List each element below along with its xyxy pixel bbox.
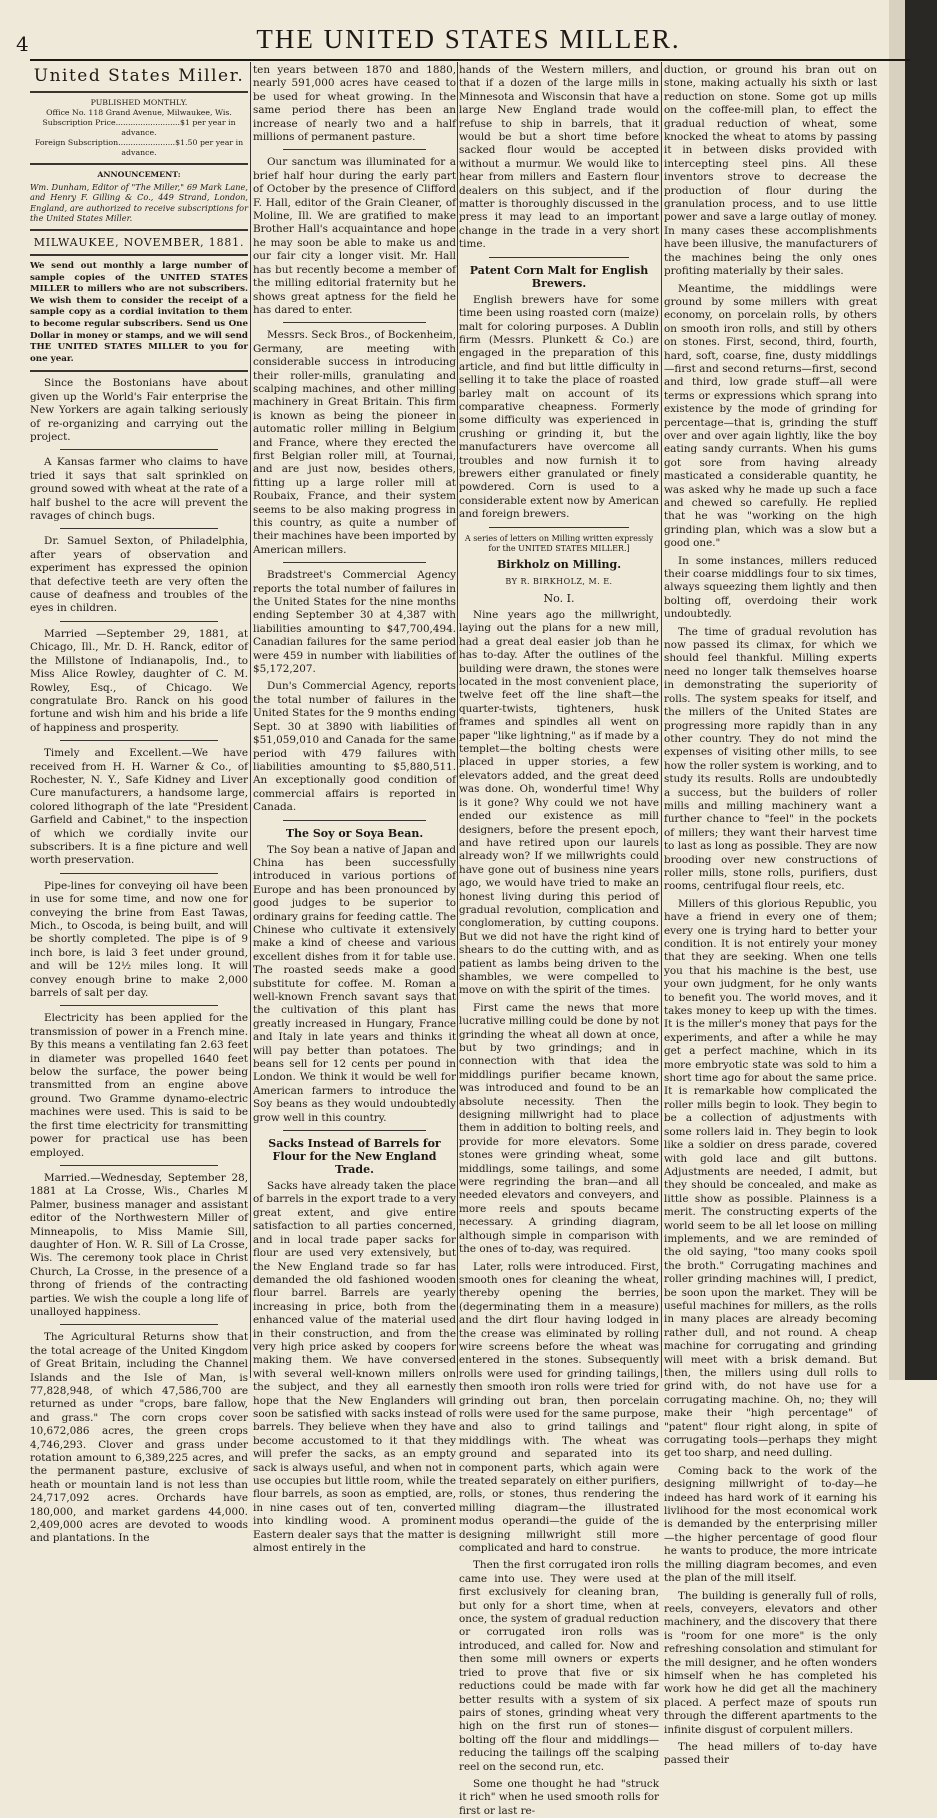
column-rule (661, 62, 662, 1378)
announcement-heading: ANNOUNCEMENT: (97, 170, 181, 179)
page-edge-shadow (889, 0, 905, 1380)
article-paragraph: Married —September 29, 1881, at Chicago, Ill., Mr. D. H. Ranck, editor of the Millstone of Indianapolis, Ind., to Miss Alice Rowley, daughter of C. M. Rowley, Esq., of Chicago. We congratulate Bro. Ranck on his good fortune and wish him and his bride a life of happiness and prosperity. (30, 627, 248, 734)
divider (60, 449, 218, 450)
published-line: PUBLISHED MONTHLY. (90, 98, 188, 107)
divider (30, 163, 248, 165)
column-2 (253, 64, 456, 1555)
divider (60, 621, 218, 622)
article-paragraph: Pipe-lines for conveying oil have been in use for some time, and now one for conveying the brine from East Tawas, Mich., to Oscoda, is being built, and will be shortly completed. The pipe is of 9 inch bore, is laid 3 feet under ground, and will be 12½ miles long. It will convey enough brine to make 2,000 barrels of salt per day. (30, 879, 248, 1000)
divider (489, 527, 629, 528)
article-paragraph: First came the news that more lucrative milling could be done by not grinding the wheat all down at once, but by two grindings; and in connection with that idea the middlings purifier became known, was introduced and found to be an absolute necessity. Then the designing millwright had to place them in addition to bolting reels, and provide for more elevators. Some stones were grinding wheat, some middlings, some tailings, and some were regrinding the bran—and all needed elevators and conveyers, and more reels and spouts became necessary. A grinding diagram, although simple in comparison with the ones of to-day, was required. (459, 1001, 659, 1256)
divider (60, 740, 218, 741)
newspaper-title: THE UNITED STATES MILLER. (256, 24, 681, 54)
divider (283, 149, 426, 150)
article-paragraph: Later, rolls were introduced. First, smooth ones for cleaning the wheat, thereby opening the berries, (degerminating them in a measure) and the dirt flour having lodged in the crease was eliminated by rolling wire screens before the wheat was entered in the stones. Subsequently rolls were used for grinding tailings, then smooth iron rolls were tried for grinding out bran, then porcelain rolls were used for the same purpose, and also to grind tailings and middlings with. The wheat was ground and separated into its component parts, which again were treated separately on either purifiers, rolls, or stones, thus rendering the milling diagram—the illustrated modus operandi—the guide of the designing millwright still more complicated and hard to construe. (459, 1260, 659, 1555)
masthead-rule (30, 59, 910, 61)
article-paragraph: In some instances, millers reduced their coarse middlings four to six times, always squeezing them lightly and then bolting off, overdoing their work undoubtedly. (664, 554, 877, 621)
divider (30, 370, 248, 372)
divider (60, 873, 218, 874)
article-paragraph: Married.—Wednesday, September 28, 1881 at La Crosse, Wis., Charles M Palmer, business manager and assistant editor of the Northwestern Miller of Minneapolis, to Miss Mamie Sill, daughter of Hon. W. R. Sill of La Crosse, Wis. The ceremony took place in Christ Church, La Crosse, in the presence of a throng of friends of the contracting parties. We wish the couple a long life of unalloyed happiness. (30, 1171, 248, 1318)
divider (283, 820, 426, 821)
article-paragraph: Some one thought he had "struck it rich" when he used smooth rolls for first or last re- (459, 1777, 659, 1817)
article-paragraph: hands of the Western millers, and that if a dozen of the large mills in Minnesota and Wisconsin that have a large New England trade would refuse to ship in barrels, that it would be but a short time before sacked flour would be accepted without a murmur. We would like to hear from millers and Eastern flour dealers on this subject, and if the matter is thoroughly discussed in the press it may lead to an important change in the trade in a very short time. (459, 64, 659, 251)
article-paragraph: Timely and Excellent.—We have received from H. H. Warner & Co., of Rochester, N. Y., Safe Kidney and Liver Cure manufacturers, a handsome large, colored lithograph of the late "President Garfield and Cabinet," to the inspection of which we cordially invite our subscribers. It is a fine picture and well worth preservation. (30, 747, 248, 867)
article-paragraph: Then the first corrugated iron rolls came into use. They were used at first exclusively for cleaning bran, but only for a short time, when at once, the system of gradual reduction or corrugated iron rolls was introduced, and called for. Now and then some mill owners or experts tried to prove that five or six reductions could be made with far better results with a system of six pairs of stones, grinding wheat very high on the first run of stones—bolting off the flour and middlings—reducing the tailings off the scalping reel on the second run, etc. (459, 1559, 659, 1773)
article-paragraph: Meantime, the middlings were ground by some millers with great economy, on porcelain rolls, by others on smooth iron rolls, and still by others on stones. First, second, third, fourth, hard, soft, coarse, fine, dusty middlings—first and second returns—first, second and third, low grade stuff—all were terms or expressions which sprang into existence by the mode of grinding for percentage—that is, grinding the stuff over and over again lightly, like the boy eating sandy currants. When his gums got sore from having already masticated a considerable quantity, he was asked why he made up such a face and chewed so carefully. He replied that he was "working on the high grinding plan, which was a slow but a good one." (664, 282, 877, 550)
divider (30, 229, 248, 231)
article-paragraph: Sacks have already taken the place of barrels in the export trade to a very great extent, and give entire satisfaction to all parties concerned, and in local trade paper sacks for flour are used very extensively, but the New England trade so far has demanded the old fashioned wooden flour barrel. Barrels are yearly increasing in price, both from the enhanced value of the material used in their construction, and from the very high price asked by coopers for making them. We have conversed with several well-known millers on the subject, and they all earnestly hope that the New Englanders will soon be satisfied with sacks instead of barrels. They believe when they have become accustomed to it that they will prefer the sacks, as an empty sack is always useful, and when not in use occupies but little room, while the flour barrels, as soon as emptied, are, in nine cases out of ten, converted into kindling wood. A prominent Eastern dealer says that the matter is almost entirely in the (253, 1180, 456, 1555)
divider (30, 254, 248, 256)
article-paragraph: Since the Bostonians have about given up the World's Fair enterprise the New Yorkers are again talking seriously of re-organizing and carrying out the project. (30, 377, 248, 443)
series-note: A series of letters on Milling written expressly for the UNITED STATES MILLER.] (464, 533, 654, 553)
divider (30, 91, 248, 93)
article-paragraph: The time of gradual revolution has now passed its climax, for which we should feel thankful. Milling experts need no longer talk themselves hoarse in demonstrating the superiority of rolls. The system speaks for itself, and the millers of the United States are progressing more rapidly than in any other country. They do not mind the expenses of visiting other mills, to see how the roller system is working, and to study its results. Rolls are undoubtedly a success, but the builders of roller mills and milling machinery want a further chance to "feel" in the pockets of millers; they want their harvest time to last as long as possible. They are now brooding over new constructions of roller mills, stone rolls, purifiers, dust rooms, centrifugal flour reels, etc. (664, 625, 877, 893)
page-number: 4 (16, 32, 29, 56)
subscription-price: Subscription Price..........................$1 per year in advance. (42, 118, 236, 137)
column-rule (250, 62, 251, 1378)
letter-number: No. I. (543, 592, 575, 605)
headline-soy-bean: The Soy or Soya Bean. (285, 826, 424, 840)
article-paragraph: Coming back to the work of the designing millwright of to-day—he indeed has hard work of it earning his livlihood for the most economical work is demanded by the enterprising miller—the higher percentage of good flour he wants to produce, the more intricate the milling diagram becomes, and even the plan of the mill itself. (664, 1464, 877, 1585)
article-paragraph: Dr. Samuel Sexton, of Philadelphia, after years of observation and experiment has expressed the opinion that defective teeth are very often the cause of deafness and troubles of the eyes in children. (30, 535, 248, 615)
office-line: Office No. 118 Grand Avenue, Milwaukee, Wis. (46, 108, 232, 117)
headline-corn-malt: Patent Corn Malt for English Brewers. (469, 263, 649, 290)
column-1 (30, 64, 248, 1545)
scanner-background (905, 0, 937, 1380)
article-paragraph: The Soy bean a native of Japan and China has been successfully introduced in various portions of Europe and has been pronounced by good judges to be superior to ordinary grains for feeding cattle. The Chinese who cultivate it extensively make a kind of cheese and various excellent dishes from it for table use. The roasted seeds make a good substitute for coffee. M. Roman a well-known French savant says that the cultivation of this plant has greatly increased in Hungary, France and Italy in late years and thinks it will pay better than potatoes. The beans sell for 12 cents per pound in London. We think it would be well for American farmers to introduce the Soy beans as they would undoubtedly grow well in this country. (253, 843, 456, 1124)
divider (283, 1130, 426, 1131)
article-paragraph: The Agricultural Returns show that the total acreage of the United Kingdom of Great Britain, including the Channel Islands and the Isle of Man, is 77,828,948, of which 47,586,700 are returned as under "crops, bare fallow, and grass." The corn crops cover 10,672,086 acres, the green crops 4,746,293. Clover and grass under rotation amount to 6,389,225 acres, and the permanent pasture, exclusive of heath or mountain land is not less than 24,717,092 acres. Orchards have 180,000, and market gardens 44,000. 2,409,000 acres are devoted to woods and plantations. In the (30, 1331, 248, 1545)
divider (283, 322, 426, 323)
headline-sacks: Sacks Instead of Barrels for Flour for the New England Trade. (268, 1137, 441, 1177)
divider (60, 528, 218, 529)
article-paragraph: Electricity has been applied for the transmission of power in a French mine. By this means a ventilating fan 2.63 feet in diameter was propelled 1640 feet below the surface, the power being transmitted from an engine above ground. Two Gramme dynamo-electric machines were used. This is said to be the first time electricity for transmitting power for practical use has been employed. (30, 1012, 248, 1159)
dateline: MILWAUKEE, NOVEMBER, 1881. (33, 235, 245, 249)
divider (489, 257, 629, 258)
article-paragraph: Millers of this glorious Republic, you have a friend in every one of them; every one is trying hard to better your condition. It is not entirely your money that they are seeking. When one tells you that his machine is the best, use your own judgment, for he only wants to benefit you. The world moves, and it takes money to keep up with the times. It is the miller's money that pays for the experiments, and after a while he may get a perfect machine, which in its more embryotic state was sold to him a short time ago for about the same price. It is remarkable how complicated the roller mills begin to look. They begin to be a collection of adjustments with some rollers laid in. They begin to look like a soldier on dress parade, covered with gold lace and gilt buttons. Adjustments are needed, I admit, but they should be concealed, and make as little show as possible. Plainness is a merit. The constructing experts of the world seem to be all let loose on milling implements, and we are reminded of the old saying, "too many cooks spoil the broth." Corrugating machines and roller grinding machines will, I predict, be soon upon the market. They will be useful machines for millers, as the rolls in many places are already becoming rather dull, and not round. A cheap machine for corrugating and grinding will meet with a brisk demand. But then, the millers using dull rolls to grind with, do not have use for a corrugating machine. Oh, no; they will make their "high percentage" of "patent" flour right along, in spite of corrugating tools—perhaps they might get too sharp, and need dulling. (664, 897, 877, 1460)
masthead (0, 22, 920, 62)
foreign-subscription: Foreign Subscription.......................$1.50 per year in advance. (34, 138, 244, 157)
column-3 (459, 64, 659, 1817)
column-4 (664, 64, 877, 1767)
paper-title: United States Miller. (33, 66, 245, 86)
article-paragraph: Our sanctum was illuminated for a brief half hour during the early part of October by the presence of Clifford F. Hall, editor of the Grain Cleaner, of Moline, Ill. We are gratified to make Brother Hall's acquaintance and hope he may soon be able to make us and our fair city a longer visit. Mr. Hall has but recently become a member of the milling editorial fraternity but he shows great aptness for the field he has dared to enter. (253, 156, 456, 316)
article-paragraph: Dun's Commercial Agency, reports the total number of failures in the United States for the 9 months ending Sept. 30 at 3890 with liabilities of $51,059,010 and Canada for the same period with 479 failures with liabilities amounting to $5,880,511. An exceptionally good condition of commercial affairs is reported in Canada. (253, 680, 456, 814)
article-paragraph: ten years between 1870 and 1880, nearly 591,000 acres have ceased to be used for wheat growing. In the same period there has been an increase of nearly two and a half millions of permanent pasture. (253, 64, 456, 144)
headline-birkholz: Birkholz on Milling. (496, 557, 622, 571)
divider (60, 1005, 218, 1006)
article-paragraph: A Kansas farmer who claims to have tried it says that salt sprinkled on ground sowed with wheat at the rate of a half bushel to the acre will prevent the ravages of chinch bugs. (30, 456, 248, 523)
article-paragraph: The head millers of to-day have passed their (664, 1740, 877, 1767)
article-paragraph: Bradstreet's Commercial Agency reports the total number of failures in the United States for the nine months ending September 30 at 4,387 with liabilities amounting to $47,700,494. Canadian failures for the same period were 459 in number with liabilities of $5,172,207. (253, 569, 456, 676)
article-paragraph: English brewers have for some time been using roasted corn (maize) malt for coloring purposes. A Dublin firm (Messrs. Plunkett & Co.) are engaged in the preparation of this article, and find but little difficulty in selling it to take the place of roasted barley malt on account of its comparative cheapness. Formerly some difficulty was experienced in crushing or grinding it, but the manufacturers have overcome all troubles and now furnish it to brewers either granulated or finely powdered. Corn is used to a considerable extent now by American and foreign brewers. (459, 293, 659, 521)
article-paragraph: Nine years ago the millwright, laying out the plans for a new mill, had a great deal easier job than he has to-day. After the outlines of the building were drawn, the stones were located in the most convenient place, twelve feet off the line shaft—the quarter-twists, tighteners, husk frames and spindles all went on paper "like lightning," as if made by a templet—the bolting chests were placed in upper stories, a few elevators added, and the great deed was done. Oh, wonderful time! Why is it gone? Why could we not have ended our existence as mill designers, before the present epoch, and have retired upon our laurels already won? If we millwrights could have gone out of business nine years ago, we would have tried to make an honest living during this period of gradual revolution, complication and conglomeration, by cutting coupons. But we did not have the right kind of shears to do the cutting with, and as patient as lambs being driven to the shambles, we were compelled to move on with the spirit of the times. (459, 609, 659, 997)
sample-copy-notice: We send out monthly a large number of sample copies of the UNITED STATES MILLER to millers who are not subscribers. We wish them to consider the receipt of a sample copy as a cordial invitation to them to become regular subscribers. Send us One Dollar in money or stamps, and we will send THE UNITED STATES MILLER to you for one year. (30, 261, 248, 364)
column-rule (457, 62, 458, 1378)
byline: BY R. BIRKHOLZ, M. E. (505, 576, 613, 586)
divider (283, 562, 426, 563)
announcement-text: Wm. Dunham, Editor of "The Miller," 69 Mark Lane, and Henry F. Gilling & Co., 449 Strand, London, England, are authorized to receive subscriptions for the United States Miller. (30, 182, 248, 224)
article-paragraph: Messrs. Seck Bros., of Bockenheim, Germany, are meeting with considerable success in introducing their roller-mills, granulating and scalping machines, and other milling machinery in Great Britain. This firm is known as being the pioneer in automatic roller milling in Belgium and France, where they erected the first Belgian roller mill, at Tournai, and are just now, besides others, fitting up a large roller mill at Roubaix, France, and their system seems to be also making progress in this country, as quite a number of their machines have been imported by American millers. (253, 329, 456, 556)
article-paragraph: duction, or ground his bran out on stone, making actually his sixth or last reduction on stone. Some got up mills on the coffee-mill plan, to effect the gradual reduction of wheat, some knocked the wheat to atoms by passing it in between disks provided with intercepting steel pins. All these inventors strove to decrease the production of flour during the granulation process, and to use little power and save a large outlay of money. In many cases these accomplishments have been illusive, the manufacturers of the machines being the only ones profiting materially by their sales. (664, 64, 877, 278)
article-paragraph: The building is generally full of rolls, reels, conveyers, elevators and other machinery, and the discovery that there is "room for one more" is the only refreshing consolation and stimulant for the mill designer, and he often wonders himself when he has completed his work how he did get all the machinery placed. A perfect maze of spouts run through the different apartments to the infinite disgust of corpulent millers. (664, 1589, 877, 1736)
divider (60, 1165, 218, 1166)
divider (60, 1324, 218, 1325)
